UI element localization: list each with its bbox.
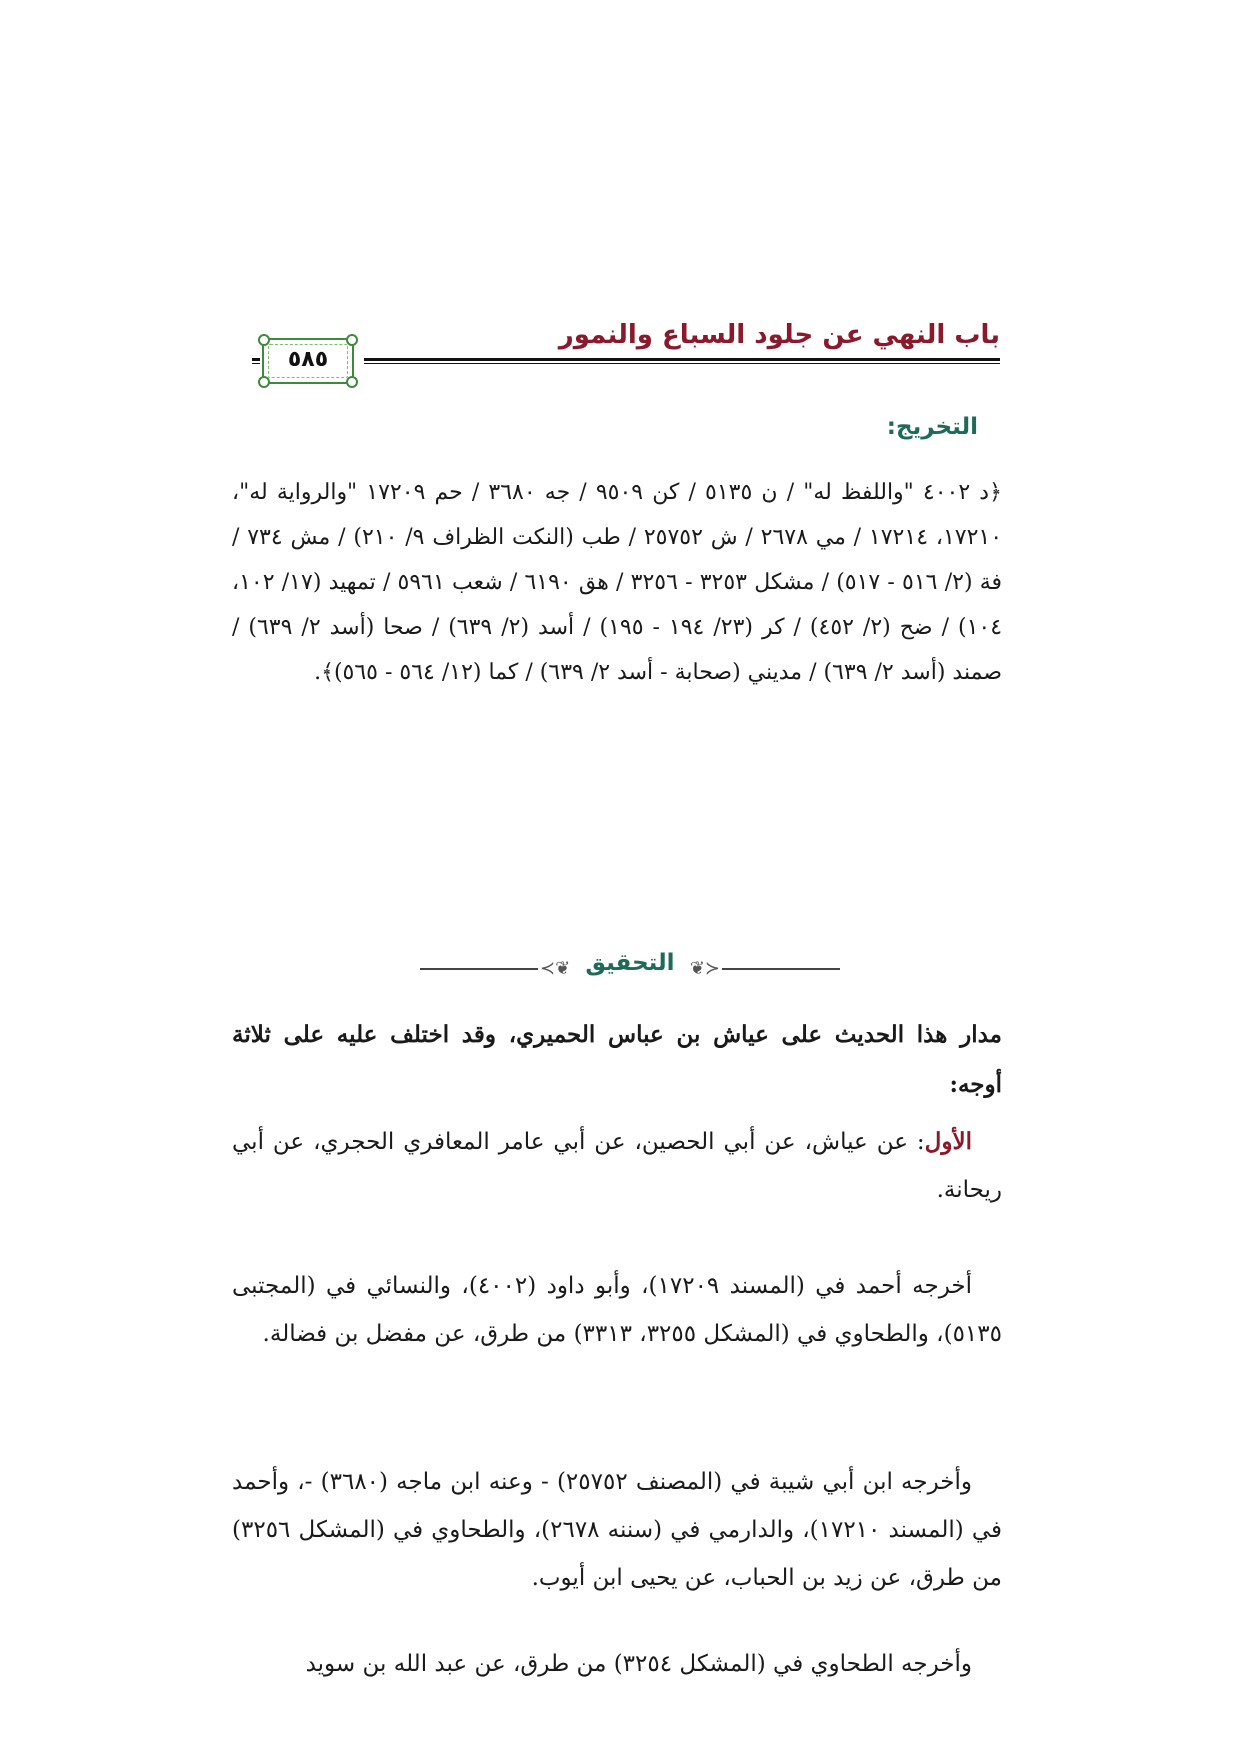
first-aspect-text: : عن عياش، عن أبي الحصين، عن أبي عامر المعافري الحجري، عن أبي ريحانة.	[232, 1129, 1002, 1203]
ornament-corner-icon	[258, 334, 270, 346]
takhrij-references: ﴿د ٤٠٠٢ "واللفظ له" / ن ٥١٣٥ / كن ٩٥٠٩ / جه ٣٦٨٠ / حم ١٧٢٠٩ "والرواية له"، ١٧٢١٠، ١٧٢١٤ / مي ٢٦٧٨ / ش ٢٥٧٥٢ / طب (النكت الظراف ٩/ ٢١٠) / مش ٧٣٤ / فة (٢/ ٥١٦ - ٥١٧) / مشكل ٣٢٥٣ - ٣٢٥٦ / هق ٦١٩٠ / شعب ٥٩٦١ / تمهيد (١٧/ ١٠٢، ١٠٤) / ضح (٢/ ٤٥٢) / كر (٢٣/ ١٩٤ - ١٩٥) / أسد (٢/ ٦٣٩) / صحا (أسد ٢/ ٦٣٩) / صمند (أسد ٢/ ٦٣٩) / مديني (صحابة - أسد ٢/ ٦٣٩) / كما (١٢/ ٥٦٤ - ٥٦٥)﴾.	[232, 480, 1003, 685]
intro-paragraph: مدار هذا الحديث على عياش بن عباس الحميري، وقد اختلف عليه على ثلاثة أوجه:	[232, 1021, 1002, 1098]
page-number: ٥٨٥	[287, 347, 329, 372]
tahqiq-divider	[420, 948, 840, 988]
page-header	[252, 320, 1000, 386]
header-rule-left	[252, 358, 260, 364]
tahqiq-heading: التحقيق	[585, 950, 675, 976]
ornament-corner-icon	[346, 376, 358, 388]
page-number-badge	[262, 338, 354, 384]
ornament-corner-icon	[346, 334, 358, 346]
takhrij-heading: التخريج:	[886, 414, 978, 440]
paragraph: أخرجه أحمد في (المسند ١٧٢٠٩)، وأبو داود (٤٠٠٢)، والنسائي في (المجتبى ٥١٣٥)، والطحاوي في (المشكل ٣٢٥٥، ٣٣١٣) من طرق، عن مفضل بن فضالة.	[232, 1273, 1002, 1347]
flourish-icon: ≺❦	[540, 958, 571, 979]
chapter-title: باب النهي عن جلود السباع والنمور	[558, 320, 1000, 350]
paragraph: وأخرجه ابن أبي شيبة في (المصنف ٢٥٧٥٢) - وعنه ابن ماجه (٣٦٨٠) -، وأحمد في (المسند ١٧٢١٠)، والدارمي في (سننه ٢٦٧٨)، والطحاوي في (المشكل ٣٢٥٦) من طرق، عن زيد بن الحباب، عن يحيى ابن أيوب.	[232, 1469, 1002, 1591]
paragraph: وأخرجه الطحاوي في (المشكل ٣٢٥٤) من طرق، عن عبد الله بن سويد	[305, 1651, 972, 1677]
first-aspect-label: الأول	[924, 1128, 972, 1155]
ornament-corner-icon	[258, 376, 270, 388]
paragraph-first-aspect	[232, 1118, 1002, 1214]
header-rule	[364, 358, 1000, 364]
flourish-icon: ❦≻	[689, 958, 720, 979]
